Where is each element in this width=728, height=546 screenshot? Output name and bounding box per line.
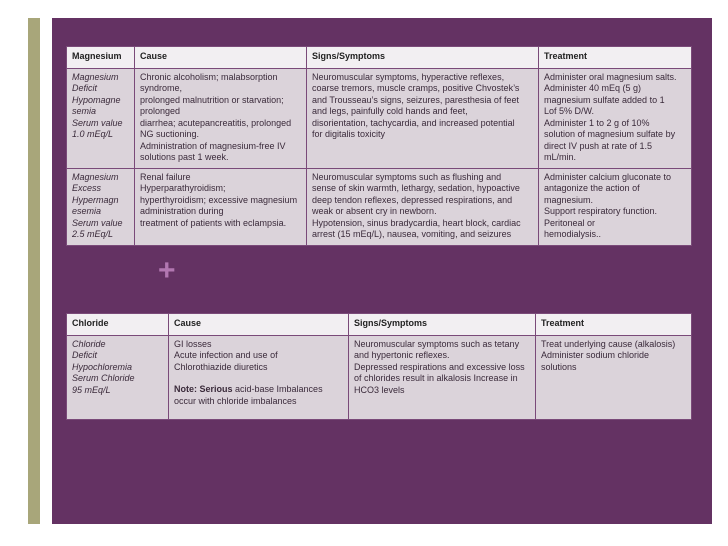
magnesium-table	[66, 46, 692, 246]
table-row	[67, 68, 692, 168]
cause-text: GI losses Acute infection and use of Chlorothiazide diuretics	[174, 338, 278, 372]
header-treatment: Treatment	[539, 47, 692, 69]
left-accent-bar	[28, 18, 40, 524]
note-text: acid-base Imbalances occur with chloride imbalances	[174, 384, 323, 406]
header-chloride: Chloride	[67, 314, 169, 336]
note-label: Note: Serious	[174, 384, 233, 394]
table-header-row	[67, 47, 692, 69]
header-cause: Cause	[135, 47, 307, 69]
header-cause: Cause	[169, 314, 349, 336]
header-signs-symptoms: Signs/Symptoms	[307, 47, 539, 69]
table-row	[67, 335, 692, 419]
cause-cell	[169, 335, 349, 419]
table-row	[67, 168, 692, 245]
cause-cell: Chronic alcoholism; malabsorption syndrome, prolonged malnutrition or starvation; prolonged diarrhea; acutepancreatitis, prolonged NG suctioning. Administration of magnesium-free IV solutions past 1 week.	[135, 68, 307, 168]
treatment-cell: Treat underlying cause (alkalosis) Administer sodium chloride solutions	[536, 335, 692, 419]
header-signs-symptoms: Signs/Symptoms	[349, 314, 536, 336]
treatment-cell: Administer oral magnesium salts. Administer 40 mEq (5 g) magnesium sulfate added to 1 Lof 5% D/W. Administer 1 to 2 g of 10% solution of magnesium sulfate by direct IV push at rate of 1.5 mL/min.	[539, 68, 692, 168]
cause-cell: Renal failure Hyperparathyroidism; hyperthyroidism; excessive magnesium administration during treatment of patients with eclampsia.	[135, 168, 307, 245]
row-label-chloride-deficit: Chloride Deficit Hypochloremia Serum Chloride 95 mEq/L	[67, 335, 169, 419]
treatment-cell: Administer calcium gluconate to antagonize the action of magnesium. Support respiratory function. Peritoneal or hemodialysis..	[539, 168, 692, 245]
header-magnesium: Magnesium	[67, 47, 135, 69]
cause-note	[174, 384, 343, 407]
chloride-table	[66, 313, 692, 420]
symptoms-cell: Neuromuscular symptoms, hyperactive reflexes, coarse tremors, muscle cramps, positive Chvostek’s and Trousseau’s signs, seizures, paresthesia of feet and legs, painfully cold hands and feet, disorientation, tachycardia, and increased potential for digitalis toxicity	[307, 68, 539, 168]
table-header-row	[67, 314, 692, 336]
plus-icon: +	[158, 254, 176, 287]
header-treatment: Treatment	[536, 314, 692, 336]
row-label-magnesium-excess: Magnesium Excess Hypermagn esemia Serum value 2.5 mEq/L	[67, 168, 135, 245]
symptoms-cell: Neuromuscular symptoms such as tetany and hypertonic reflexes. Depressed respirations and excessive loss of chlorides result in alkalosis Increase in HCO3 levels	[349, 335, 536, 419]
symptoms-cell: Neuromuscular symptoms such as flushing and sense of skin warmth, lethargy, sedation, hypoactive deep tendon reflexes, depressed respirations, and weak or absent cry in newborn. Hypotension, sinus bradycardia, heart block, cardiac arrest (15 mEq/L), nausea, vomiting, and seizures	[307, 168, 539, 245]
row-label-magnesium-deficit: Magnesium Deficit Hypomagne semia Serum value 1.0 mEq/L	[67, 68, 135, 168]
